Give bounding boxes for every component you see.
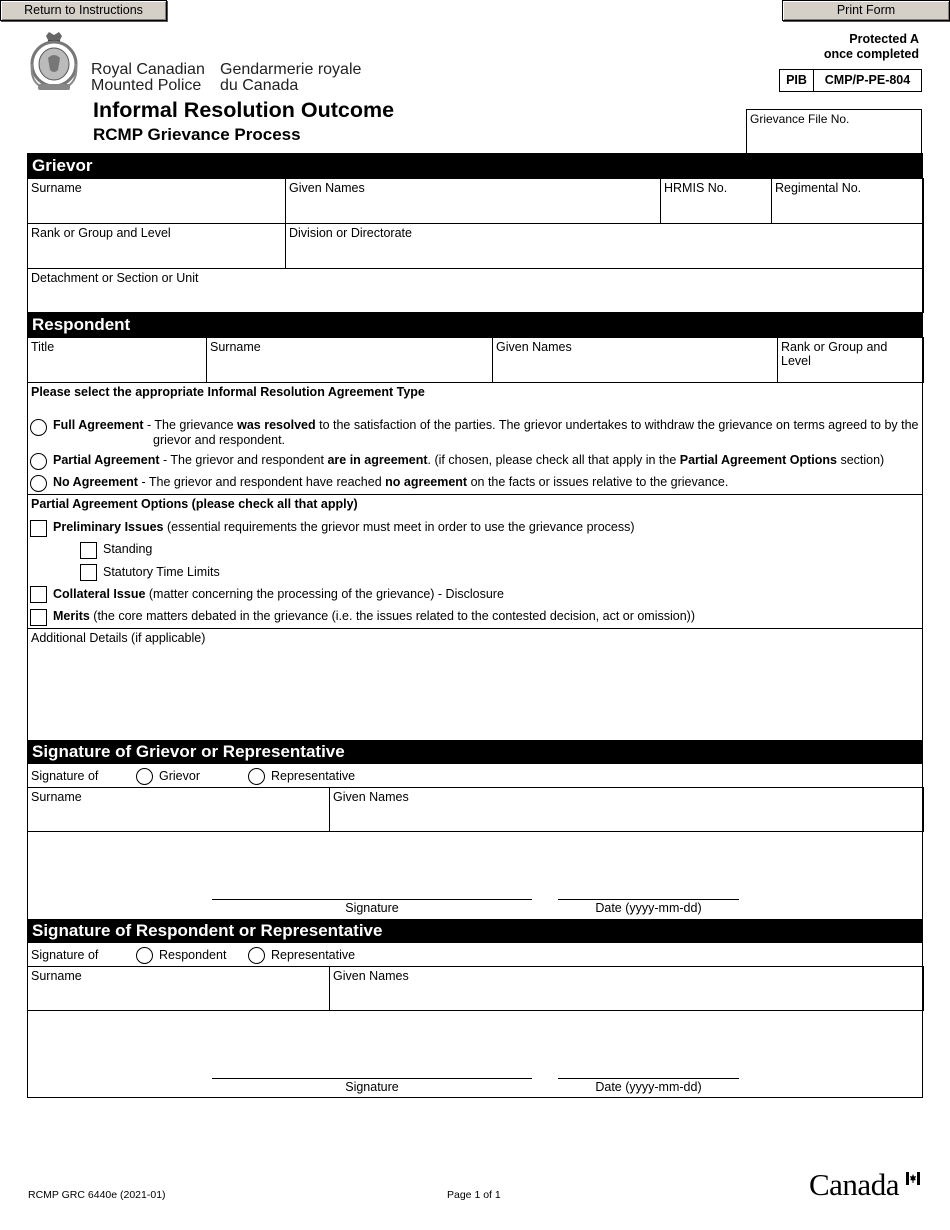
grievor-rank-field[interactable]: Rank or Group and Level (27, 223, 286, 269)
return-to-instructions-button[interactable]: Return to Instructions (0, 0, 167, 21)
grievance-file-no-field[interactable] (746, 109, 922, 154)
grievor-hrmis-field[interactable]: HRMIS No. (660, 178, 772, 224)
collateral-issue-label: Collateral Issue (matter concerning the processing of the grievance) - Disclosure (53, 587, 504, 601)
signature-grievor-rep-radio[interactable] (248, 768, 265, 785)
full-agreement-label-cont: grievor and respondent. (153, 433, 286, 447)
grievor-date-line[interactable] (558, 899, 739, 900)
signature-grievor-label: Grievor (159, 769, 200, 783)
respondent-sig-surname-field[interactable]: Surname (27, 966, 330, 1011)
respondent-signature-heading: Signature of Respondent or Representative (28, 919, 922, 943)
respondent-heading: Respondent (28, 312, 922, 337)
no-agreement-radio[interactable] (30, 475, 47, 492)
pib-box (779, 69, 922, 92)
grievor-detachment-field[interactable]: Detachment or Section or Unit (27, 268, 924, 313)
form-subtitle: RCMP Grievance Process (93, 125, 301, 144)
grievor-surname-field[interactable]: Surname (27, 178, 286, 224)
respondent-sig-given-names-field[interactable]: Given Names (329, 966, 924, 1011)
divider (28, 628, 922, 629)
agreement-type-prompt: Please select the appropriate Informal Resolution Agreement Type (31, 385, 425, 399)
grievor-signature-label: Signature (345, 901, 399, 915)
full-agreement-radio[interactable] (30, 419, 47, 436)
statutory-time-limits-label: Statutory Time Limits (103, 565, 220, 579)
grievor-date-label: Date (yyyy-mm-dd) (595, 901, 702, 915)
respondent-signature-label: Signature (345, 1080, 399, 1094)
respondent-title-field[interactable]: Title (27, 337, 207, 383)
pib-value: CMP/P-PE-804 (824, 73, 911, 87)
grievor-sig-given-names-field[interactable]: Given Names (329, 787, 924, 832)
partial-options-heading: Partial Agreement Options (please check all that apply) (31, 497, 358, 511)
additional-details-field[interactable] (28, 647, 922, 739)
form-id: RCMP GRC 6440e (2021-01) (28, 1189, 166, 1201)
signature-respondent-rep-label: Representative (271, 948, 356, 962)
merits-label: Merits (the core matters debated in the grievance (i.e. the issues related to the contested decision, act or omission)) (53, 609, 696, 623)
signature-grievor-radio[interactable] (136, 768, 153, 785)
respondent-signature-of-label: Signature of (31, 948, 99, 962)
print-form-button[interactable]: Print Form (782, 0, 950, 21)
grievor-division-field[interactable]: Division or Directorate (285, 223, 924, 269)
divider (28, 494, 922, 495)
form-title: Informal Resolution Outcome (93, 98, 395, 122)
standing-label: Standing (103, 542, 153, 556)
protected-notice: Protected A once completed (823, 32, 919, 61)
additional-details-label: Additional Details (if applicable) (31, 631, 206, 645)
partial-agreement-radio[interactable] (30, 453, 47, 470)
canada-wordmark: Canada (809, 1167, 899, 1202)
statutory-time-limits-checkbox[interactable] (80, 564, 97, 581)
form-body (27, 153, 923, 1098)
signature-respondent-radio[interactable] (136, 947, 153, 964)
grievor-given-names-field[interactable]: Given Names (285, 178, 661, 224)
grievor-regimental-field[interactable]: Regimental No. (771, 178, 924, 224)
page-number: Page 1 of 1 (447, 1189, 501, 1201)
signature-respondent-label: Respondent (159, 948, 227, 962)
pib-label: PIB (780, 70, 814, 91)
grievance-file-no-label: Grievance File No. (750, 112, 850, 126)
preliminary-issues-label: Preliminary Issues (essential requirements the grievor must meet in order to use the grievance process) (53, 520, 635, 534)
collateral-issue-checkbox[interactable] (30, 586, 47, 603)
rcmp-crest-logo (28, 30, 80, 92)
preliminary-issues-checkbox[interactable] (30, 520, 47, 537)
signature-respondent-rep-radio[interactable] (248, 947, 265, 964)
respondent-date-line[interactable] (558, 1078, 739, 1079)
org-name-french: Gendarmerie royale du Canada (220, 61, 362, 94)
no-agreement-label: No Agreement - The grievor and respondent have reached no agreement on the facts or issues relative to the grievance. (53, 475, 729, 489)
respondent-given-names-field[interactable]: Given Names (492, 337, 778, 383)
grievor-sig-surname-field[interactable]: Surname (27, 787, 330, 832)
grievor-signature-of-label: Signature of (31, 769, 99, 783)
standing-checkbox[interactable] (80, 542, 97, 559)
grievor-signature-heading: Signature of Grievor or Representative (28, 740, 922, 764)
partial-agreement-label: Partial Agreement - The grievor and respondent are in agreement. (if chosen, please check all that apply in the Partial Agreement Options section) (53, 453, 885, 467)
respondent-signature-line[interactable] (212, 1078, 532, 1079)
merits-checkbox[interactable] (30, 609, 47, 626)
flag-icon (906, 1172, 920, 1185)
respondent-rank-field[interactable]: Rank or Group and Level (777, 337, 924, 383)
respondent-date-label: Date (yyyy-mm-dd) (595, 1080, 702, 1094)
signature-grievor-rep-label: Representative (271, 769, 356, 783)
grievor-heading: Grievor (28, 153, 922, 178)
grievor-signature-line[interactable] (212, 899, 532, 900)
respondent-surname-field[interactable]: Surname (206, 337, 493, 383)
org-name-english: Royal Canadian Mounted Police (91, 61, 205, 94)
full-agreement-label: Full Agreement - The grievance was resolved to the satisfaction of the parties. The grievor undertakes to withdraw the grievance on terms agreed to by the (53, 418, 919, 432)
